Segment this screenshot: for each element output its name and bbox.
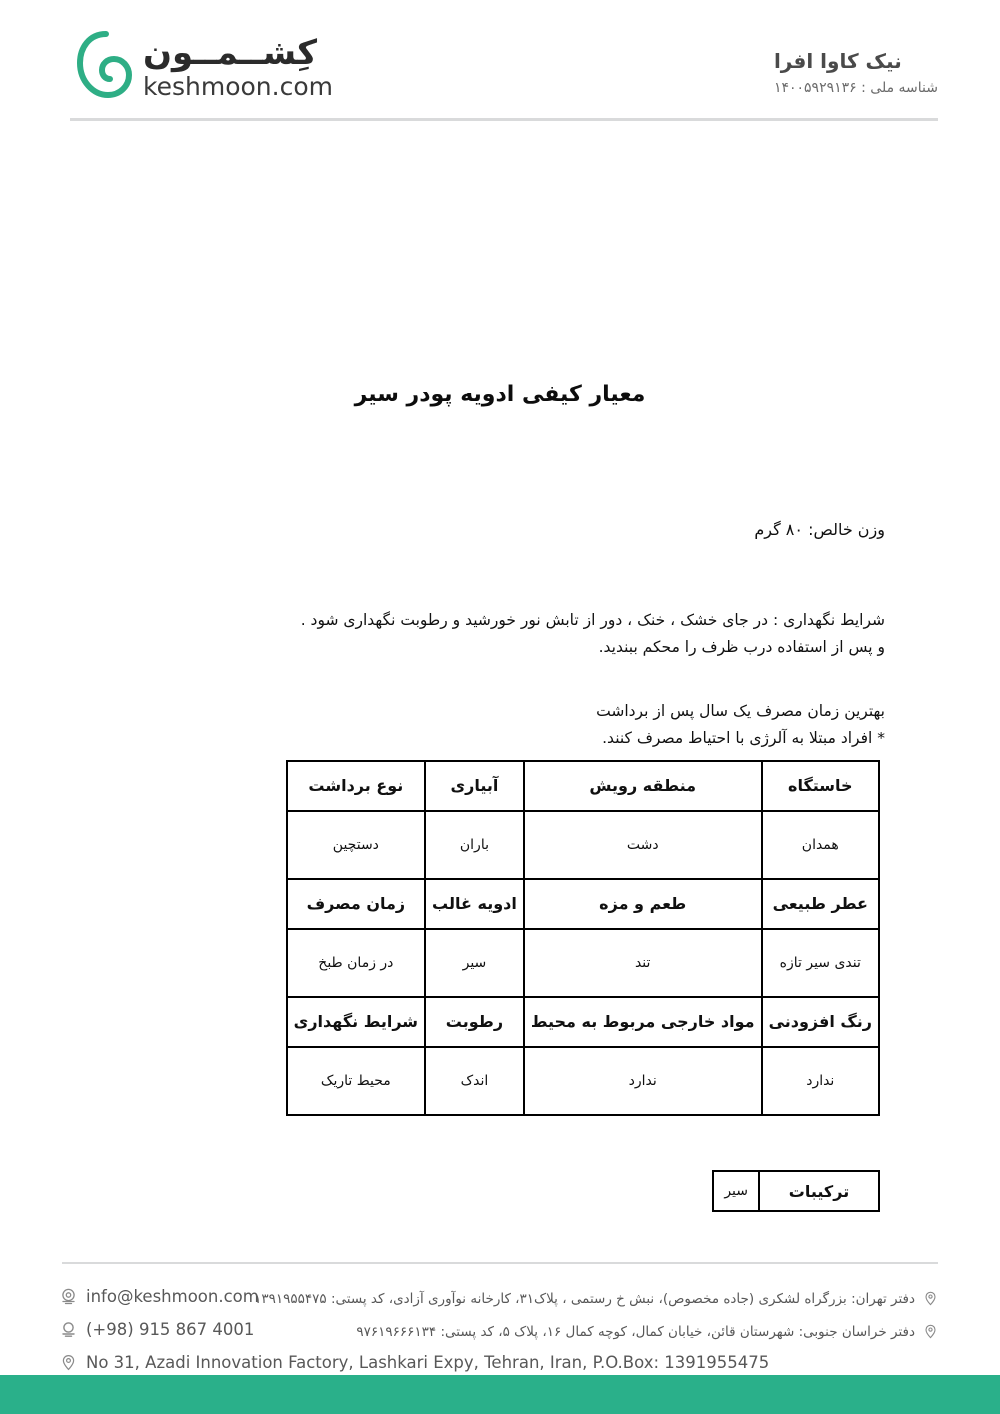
quality-spec-table [286, 760, 880, 1116]
phone-icon [60, 1321, 77, 1338]
spec-header-cell: نوع برداشت [287, 761, 425, 811]
spec-header-cell: طعم و مزه [524, 879, 762, 929]
spec-value-cell: سیر [425, 929, 524, 997]
footer-email-text: info@keshmoon.com [86, 1287, 259, 1306]
spec-value-cell: باران [425, 811, 524, 879]
shelf-life-text: بهترین زمان مصرف یک سال پس از برداشت [596, 702, 885, 720]
spec-value-cell: همدان [762, 811, 879, 879]
footer-office-tehran-text: دفتر تهران: بزرگراه لشکری (جاده مخصوص)، نبش خ رستمی ، پلاک۳۱، کارخانه نوآوری آزادی، کد پستی: ۱۳۹۱۹۵۵۴۷۵ [254, 1290, 915, 1307]
spec-value-cell: محیط تاریک [287, 1047, 425, 1115]
logo-wordmark-en: keshmoon.com [143, 71, 333, 101]
shelf-life-note [300, 698, 885, 752]
spec-header-cell: زمان مصرف [287, 879, 425, 929]
spec-header-cell: خاستگاه [762, 761, 879, 811]
footer-address-en-text: No 31, Azadi Innovation Factory, Lashkari Expy, Tehran, Iran, P.O.Box: 1391955475 [86, 1353, 770, 1372]
spec-value-row [287, 929, 879, 997]
allergy-warning-text: * افراد مبتلا به آلرژی با احتیاط مصرف کنند. [602, 729, 885, 748]
spec-value-cell: اندک [425, 1047, 524, 1115]
spec-header-cell: رطوبت [425, 997, 524, 1047]
footer-offices-column [254, 1282, 938, 1348]
spec-header-cell: آبیاری [425, 761, 524, 811]
keshmoon-logo [75, 22, 335, 112]
spec-header-cell: مواد خارجی مربوط به محیط [524, 997, 762, 1047]
footer-accent-bar [0, 1375, 1000, 1414]
ingredients-label: ترکیبات [759, 1171, 879, 1211]
keshmoon-spiral-logo-icon [75, 29, 137, 101]
footer-office-khorasan-text: دفتر خراسان جنوبی: شهرستان قائن، خیابان کمال، کوچه کمال ۱۶، پلاک ۵، کد پستی: ۹۷۶۱۹۶۶۶۱۳۴ [356, 1323, 915, 1340]
ingredients-row [713, 1171, 879, 1211]
ingredients-table [712, 1170, 880, 1212]
document-header [0, 0, 1000, 120]
spec-table-body [287, 761, 879, 1115]
keshmoon-logo-text [143, 32, 333, 101]
spec-value-cell: تندی سیر تازه [762, 929, 879, 997]
spec-value-cell: در زمان طبخ [287, 929, 425, 997]
spec-value-cell: ندارد [762, 1047, 879, 1115]
footer-phone-text: (+98) 915 867 4001 [86, 1320, 255, 1339]
spec-header-cell: ادویه غالب [425, 879, 524, 929]
location-pin-icon [923, 1324, 938, 1339]
footer-divider [62, 1262, 938, 1264]
footer-office-tehran-row [254, 1282, 938, 1315]
ingredients-value: سیر [713, 1171, 759, 1211]
storage-conditions-note [300, 607, 885, 661]
spec-value-cell: دستچین [287, 811, 425, 879]
spec-value-row [287, 1047, 879, 1115]
storage-line-2: و پس از استفاده درب ظرف را محکم ببندید. [598, 638, 885, 657]
spec-header-cell: رنگ افزودنی [762, 997, 879, 1047]
spec-value-cell: تند [524, 929, 762, 997]
brand-company-name: نیک کاوا افرا [773, 49, 902, 73]
location-pin-icon [60, 1354, 77, 1371]
at-email-icon [60, 1288, 77, 1305]
storage-line-1: شرایط نگهداری : در جای خشک ، خنک ، دور از تابش نور خورشید و رطوبت نگهداری شود . [300, 611, 885, 629]
brand-national-id: شناسه ملی : ۱۴۰۰۵۹۲۹۱۳۶ [773, 80, 938, 96]
page-title: معیار کیفی ادویه پودر سیر [354, 382, 646, 407]
spec-header-row [287, 997, 879, 1047]
document-footer [0, 1262, 1000, 1414]
document-body [0, 120, 1000, 1414]
spec-value-cell: ندارد [524, 1047, 762, 1115]
spec-header-row [287, 761, 879, 811]
footer-content [0, 1280, 1000, 1375]
spec-header-row [287, 879, 879, 929]
location-pin-icon [923, 1291, 938, 1306]
net-weight-text: وزن خالص: ۸۰ گرم [754, 520, 885, 539]
spec-value-row [287, 811, 879, 879]
spec-value-cell: دشت [524, 811, 762, 879]
spec-header-cell: عطر طبیعی [762, 879, 879, 929]
logo-wordmark-fa: کِشــمــون [143, 32, 317, 73]
brand-identity [774, 48, 938, 96]
footer-office-khorasan-row [254, 1315, 938, 1348]
spec-header-cell: منطقه رویش [524, 761, 762, 811]
spec-header-cell: شرایط نگهداری [287, 997, 425, 1047]
